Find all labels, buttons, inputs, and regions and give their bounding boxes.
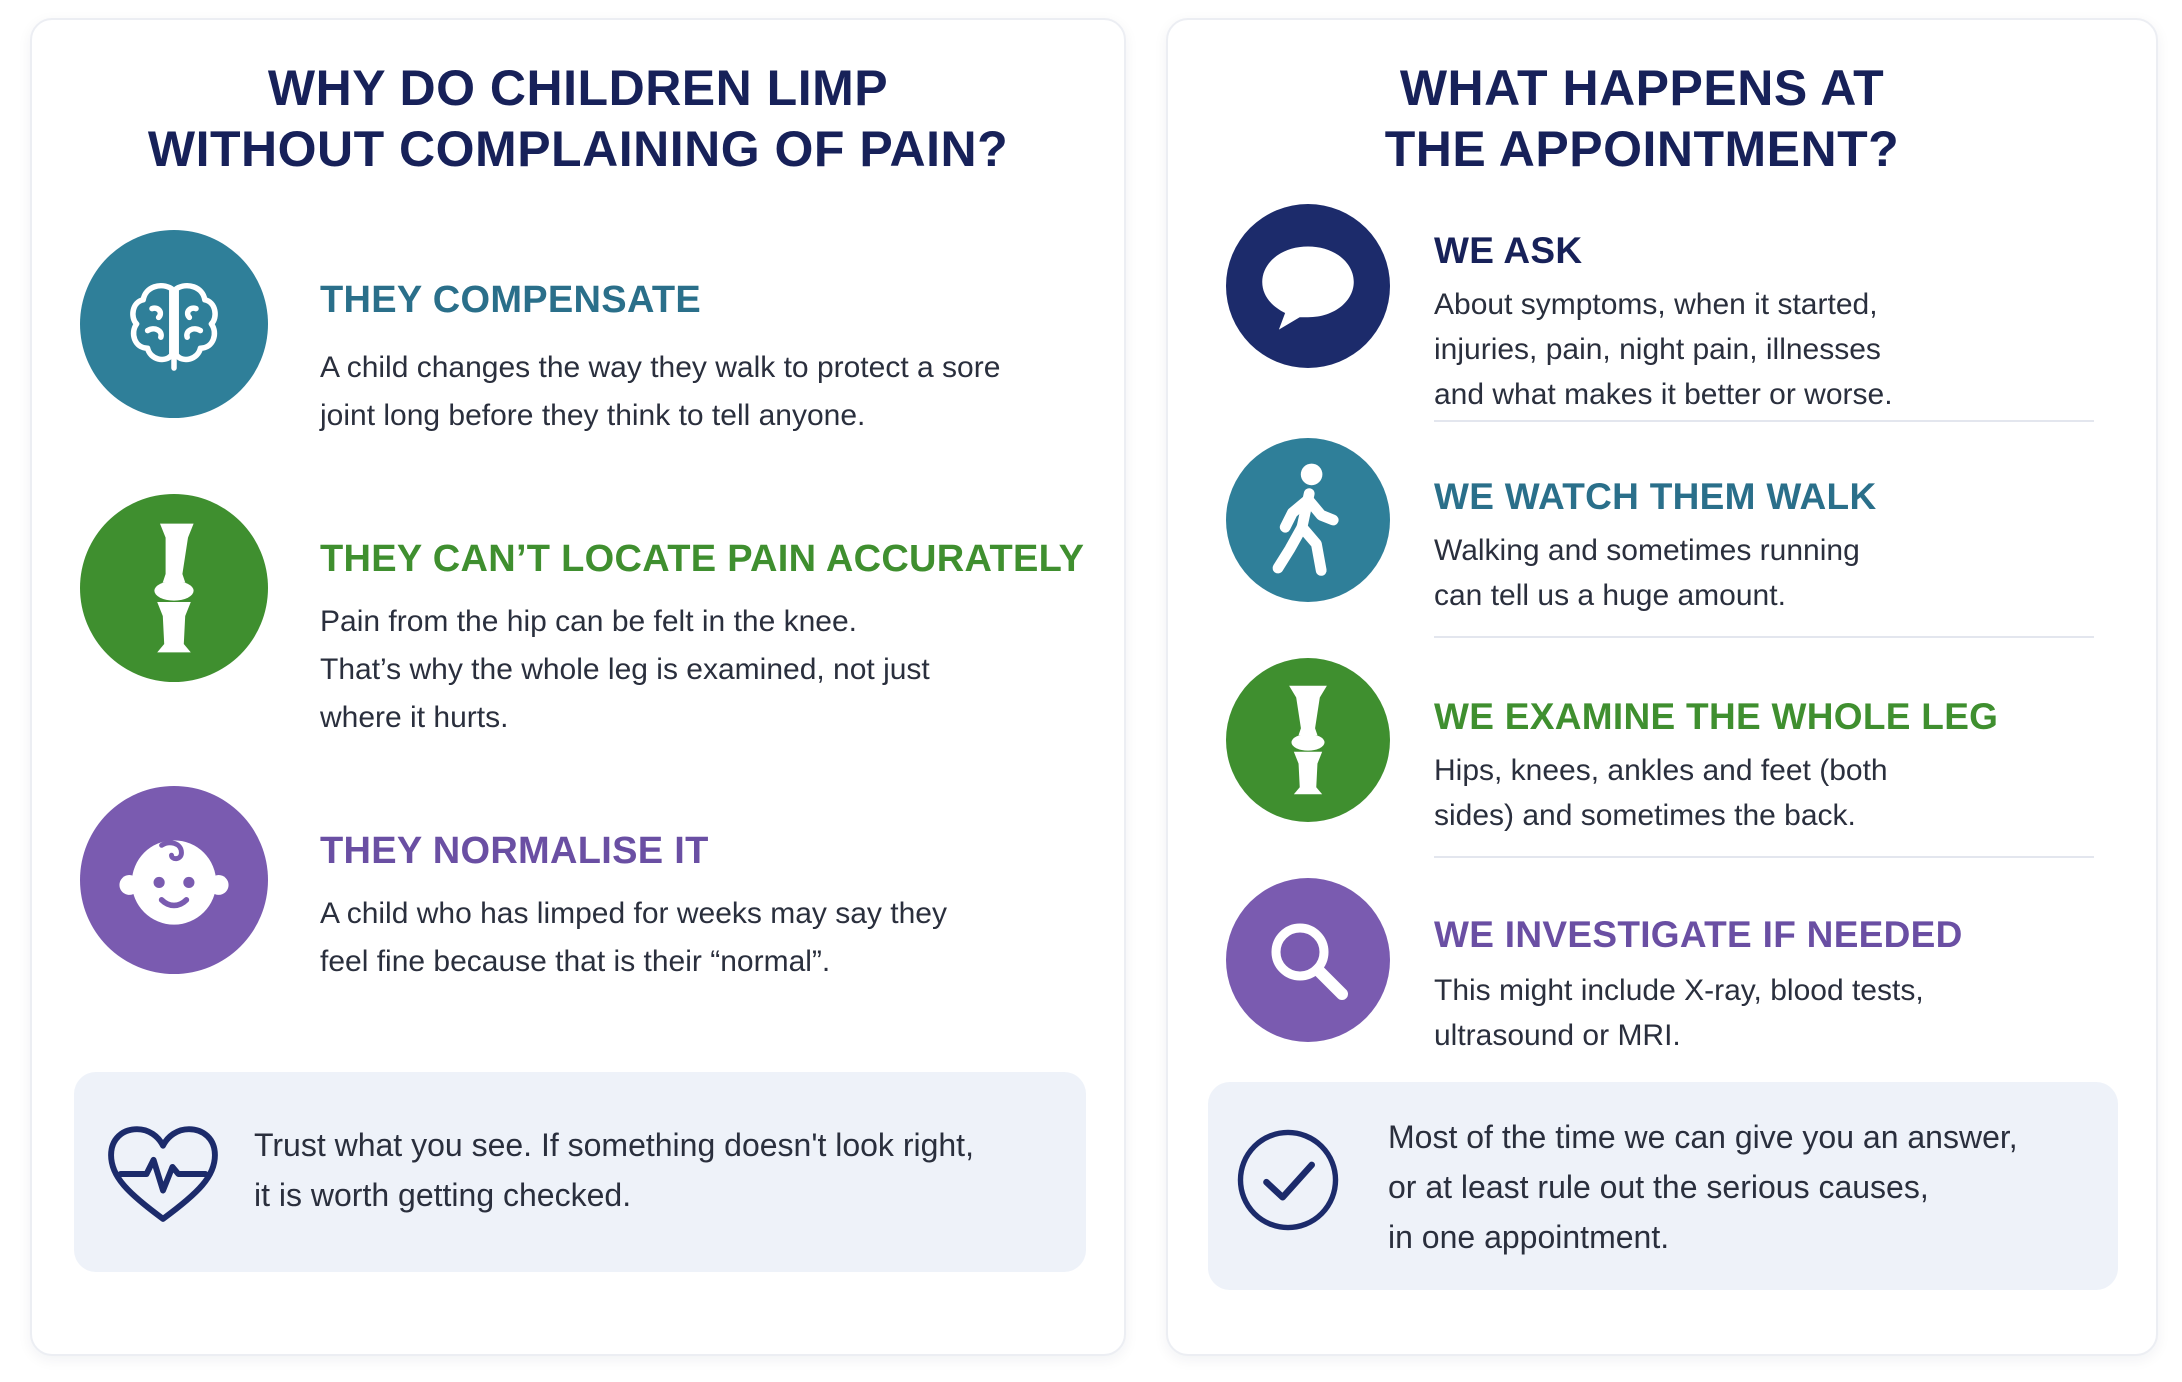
child-face-icon (80, 786, 268, 974)
callout-text: Trust what you see. If something doesn't look right, it is worth getting checked. (254, 1127, 974, 1213)
item-description: A child who has limped for weeks may say they feel fine because that is their “normal”. (320, 897, 947, 978)
heartbeat-icon (104, 1122, 222, 1231)
left-panel (30, 18, 1126, 1356)
magnifier-icon (1226, 878, 1390, 1042)
item-description: Hips, knees, ankles and feet (both sides) and sometimes the back. (1434, 754, 1888, 832)
item-description: A child changes the way they walk to protect a sore joint long before they think to tell anyone. (320, 351, 1001, 432)
brain-icon (80, 230, 268, 418)
leg-bone-icon (80, 494, 268, 682)
walking-person-icon (1226, 438, 1390, 602)
item-heading: WE EXAMINE THE WHOLE LEG (1434, 696, 1999, 737)
leg-bone-icon (1226, 658, 1390, 822)
item-description: Pain from the hip can be felt in the knee. That’s why the whole leg is examined, not just where it hurts. (320, 605, 930, 734)
divider (1434, 856, 2094, 858)
item-description: This might include X-ray, blood tests, ultrasound or MRI. (1434, 974, 1924, 1052)
divider (1434, 636, 2094, 638)
divider (1434, 420, 2094, 422)
right-callout (1208, 1082, 2118, 1290)
left-callout (74, 1072, 1086, 1272)
speech-bubble-icon (1226, 204, 1390, 368)
item-description: About symptoms, when it started, injuries, pain, night pain, illnesses and what makes it better or worse. (1434, 288, 1893, 411)
item-heading: THEY COMPENSATE (320, 279, 702, 321)
item-heading: WE ASK (1434, 230, 1583, 271)
check-circle-icon (1234, 1126, 1342, 1239)
item-heading: WE WATCH THEM WALK (1434, 476, 1877, 517)
item-description: Walking and sometimes running can tell us a huge amount. (1434, 534, 1860, 612)
left-panel-title: WHY DO CHILDREN LIMP WITHOUT COMPLAINING OF PAIN? (147, 60, 1009, 177)
callout-text: Most of the time we can give you an answer, or at least rule out the serious causes, in one appointment. (1388, 1119, 2018, 1255)
item-heading: WE INVESTIGATE IF NEEDED (1434, 914, 1963, 955)
item-heading: THEY NORMALISE IT (320, 830, 709, 872)
right-panel-title: WHAT HAPPENS AT THE APPOINTMENT? (1384, 60, 1900, 177)
item-heading: THEY CAN’T LOCATE PAIN ACCURATELY (320, 538, 1085, 580)
right-panel (1166, 18, 2158, 1356)
